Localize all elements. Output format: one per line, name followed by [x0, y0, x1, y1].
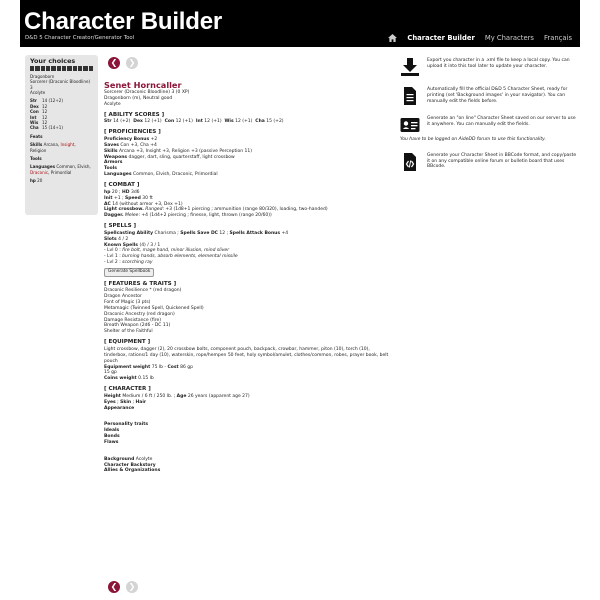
sidebar-hp: hp 20 — [30, 178, 43, 184]
step-square[interactable] — [30, 66, 34, 70]
step-navigation-top — [108, 57, 138, 69]
personality-traits: Personality traits — [104, 422, 149, 428]
equipment-weight: Equipment weight 75 lb - Cost 86 gp — [104, 364, 194, 370]
spells-level-0: - Lvl 0 : fire bolt, mage hand, minor illusion, mind sliver — [104, 248, 230, 254]
character-heading: [ CHARACTER ] — [104, 386, 151, 393]
proficiency-bonus: Proficiency Bonus +2 — [104, 137, 158, 143]
bbcode-action[interactable] — [400, 152, 580, 172]
sidebar-skills: Skills Arcana, Insight, Religion — [30, 142, 76, 153]
init-speed: Init +1 ; Speed 30 ft — [104, 195, 153, 201]
site-subtitle: D&D 5 Character Creator/Generator Tool — [25, 35, 135, 41]
login-required-note: You have to be logged on AideDD forum to use this functionality. — [400, 137, 546, 142]
step-square[interactable] — [46, 66, 50, 70]
saves: Saves Con +3, Cha +4 — [104, 142, 157, 148]
feature-item: Damage Resistance (fire) — [104, 317, 161, 323]
site-title[interactable]: Character Builder — [24, 8, 222, 35]
export-xml-action[interactable] — [400, 57, 580, 77]
nav-character-builder[interactable]: Character Builder — [407, 34, 475, 42]
tools: Tools — [104, 166, 117, 172]
feature-item: Draconic Resilience * (red dragon) — [104, 288, 182, 294]
weapon-attack: Dagger. Melee: +4 (1d4+2 piercing ; finesse, light, thrown (range 20/60)) — [104, 213, 272, 219]
step-navigation-bottom — [108, 581, 138, 593]
export-actions — [400, 57, 580, 181]
proficiencies-heading: [ PROFICIENCIES ] — [104, 129, 161, 136]
code-file-icon[interactable] — [400, 152, 420, 172]
spellcasting: Spellcasting Ability Charisma ; Spells Save DC 12 ; Spells Attack Bonus +4 — [104, 230, 289, 236]
gold: 15 gp — [104, 370, 117, 376]
allies: Allies & Organizations — [104, 468, 161, 474]
languages: Languages Common, Elvish, Draconic, Primordial — [104, 172, 218, 178]
next-step-button[interactable]: ❯ — [126, 57, 138, 69]
home-icon[interactable] — [388, 34, 397, 42]
class-line: Sorcerer (Draconic Bloodline) 3 (0 XP) — [104, 90, 190, 95]
feature-item: Draconic Ancestry (red dragon) — [104, 311, 175, 317]
feature-item: Breath Weapon (2d6 - DC 11) — [104, 323, 171, 329]
sidebar-stat: Int 12 — [30, 114, 48, 120]
character-sheet — [104, 80, 394, 474]
ability-scores-heading: [ ABILITY SCORES ] — [104, 111, 165, 118]
ideals: Ideals — [104, 428, 120, 434]
site-header — [20, 0, 580, 47]
step-square[interactable] — [73, 66, 77, 70]
sidebar-race: Dragonborn — [30, 73, 55, 79]
feature-item: Font of Magic (3 pts) — [104, 300, 151, 306]
step-square[interactable] — [78, 66, 82, 70]
sidebar-tools: Tools — [30, 156, 42, 162]
nav-my-characters[interactable]: My Characters — [484, 34, 534, 42]
top-nav — [388, 34, 572, 42]
online-sheet-action[interactable] — [400, 115, 580, 135]
race-line: Dragonborn (m), Neutral good — [104, 95, 173, 101]
equipment-heading: [ EQUIPMENT ] — [104, 339, 151, 346]
step-square[interactable] — [57, 66, 61, 70]
sidebar-title: Your choices — [30, 57, 76, 65]
export-xml-text: Export you character in a .xml file to keep a local copy. You can upload it into this tool later to update your character. — [427, 58, 570, 69]
sidebar-languages: Languages Common, Elvish, Draconic, Primordial — [30, 164, 91, 175]
background: Background Acolyte — [104, 456, 153, 462]
character-name: Senet Horncaller — [104, 80, 182, 90]
step-square[interactable] — [83, 66, 87, 70]
coins-weight: Coins weight 0.15 lb — [104, 376, 154, 382]
sidebar-feats: Feats — [30, 133, 43, 139]
step-square[interactable] — [41, 66, 45, 70]
official-sheet-action[interactable] — [400, 86, 580, 106]
document-icon[interactable] — [400, 86, 420, 106]
weapons: Weapons dagger, dart, sling, quarterstaff, light crossbow — [104, 154, 235, 160]
hp-hd: hp 20 ; HD 3d6 — [104, 189, 140, 195]
feature-item: Metamagic (Twinned Spell, Quickened Spell) — [104, 305, 204, 311]
height-age: Height Medium / 6 ft / 250 lb. ; Age 26 years (apparent age 27) — [104, 393, 250, 399]
sidebar-background: Acolyte — [30, 90, 46, 96]
armors: Armors — [104, 160, 123, 166]
official-sheet-text: Automatically fill the official D&D 5 Character Sheet, ready for printing (set 'Background images' in your navigator). You can manually edit the fields before. — [427, 87, 568, 104]
spells-level-2: - Lvl 2 : scorching ray — [104, 260, 153, 266]
skills: Skills Arcana +3, Insight +3, Religion +3 (passive Perception 11) — [104, 148, 253, 154]
spells-heading: [ SPELLS ] — [104, 223, 137, 230]
id-card-icon[interactable] — [400, 115, 420, 135]
step-square[interactable] — [62, 66, 66, 70]
combat-heading: [ COMBAT ] — [104, 181, 140, 188]
sidebar-stat: Con 12 — [30, 109, 48, 115]
download-icon[interactable] — [400, 57, 420, 77]
step-squares — [30, 66, 93, 70]
step-square[interactable] — [89, 66, 93, 70]
step-square[interactable] — [51, 66, 55, 70]
eyes-skin-hair: Eyes ; Skin ; Hair — [104, 399, 147, 405]
armor-class: AC 14 (without armor +3, Dex +1) — [104, 201, 183, 207]
step-square[interactable] — [67, 66, 71, 70]
appearance: Appearance — [104, 405, 135, 411]
sidebar-level: 3 — [30, 84, 33, 90]
spells-level-1: - Lvl 1 : burning hands, absorb elements, elemental missile — [104, 254, 238, 260]
nav-language-francais[interactable]: Français — [543, 34, 572, 42]
ability-scores: Str 14 (+2) Dex 12 (+1) Con 12 (+1) Int 12 (+1) Wis 12 (+1) Cha 15 (+2) — [104, 119, 284, 125]
bonds: Bonds — [104, 434, 120, 440]
previous-step-button[interactable]: ❮ — [108, 57, 120, 69]
flaws: Flaws — [104, 439, 119, 445]
generate-spellbook-button[interactable]: Generate Spellbook — [104, 268, 154, 277]
backstory: Character Backstory — [104, 462, 156, 468]
equipment-list: Light crossbow, dagger (2), 20 crossbow bolts, component pouch, backpack, crowbar, hammer, piton (10), torch (10), tinderbox, rations/1 day (10), waterskin, rope/hempen 50 feet, holy symbol/amulet, clothes/common, robes, prayer book, belt pouch — [104, 346, 389, 364]
weapon-attack: Light crossbow. Ranged: +3 (1d8+1 piercing ; ammunition (range 80/320), loading, two-handed) — [104, 207, 328, 213]
spell-slots: Slots 4 / 2 — [104, 236, 129, 242]
background-line: Acolyte — [104, 101, 121, 107]
choices-sidebar — [25, 55, 98, 215]
next-step-button[interactable]: ❯ — [126, 581, 138, 593]
sidebar-stat: Cha 15 (14+1) — [30, 125, 63, 131]
previous-step-button[interactable]: ❮ — [108, 581, 120, 593]
features-heading: [ FEATURES & TRAITS ] — [104, 280, 177, 287]
step-square[interactable] — [35, 66, 39, 70]
sidebar-stat: Dex 12 — [30, 103, 48, 109]
bbcode-text: Generate your Character Sheet in BBCode format, and copy/paste it on any compatible online forum or bulletin board that uses BBcode. — [427, 152, 577, 170]
feature-item: Shelter of the Faithful — [104, 329, 153, 335]
feature-item: Dragon Ancestor — [104, 294, 142, 300]
online-sheet-text: Generate an "on line" Character Sheet saved on our server to use it anywhere. You can manually edit the fields. — [427, 116, 576, 127]
sidebar-stat: Str 14 (12+2) — [30, 98, 63, 104]
sidebar-stat: Wis 12 — [30, 120, 48, 126]
sidebar-class: Sorcerer (Draconic Bloodline) — [30, 79, 91, 85]
known-spells: Known Spells (4) / 3 / 1 — [104, 242, 161, 248]
